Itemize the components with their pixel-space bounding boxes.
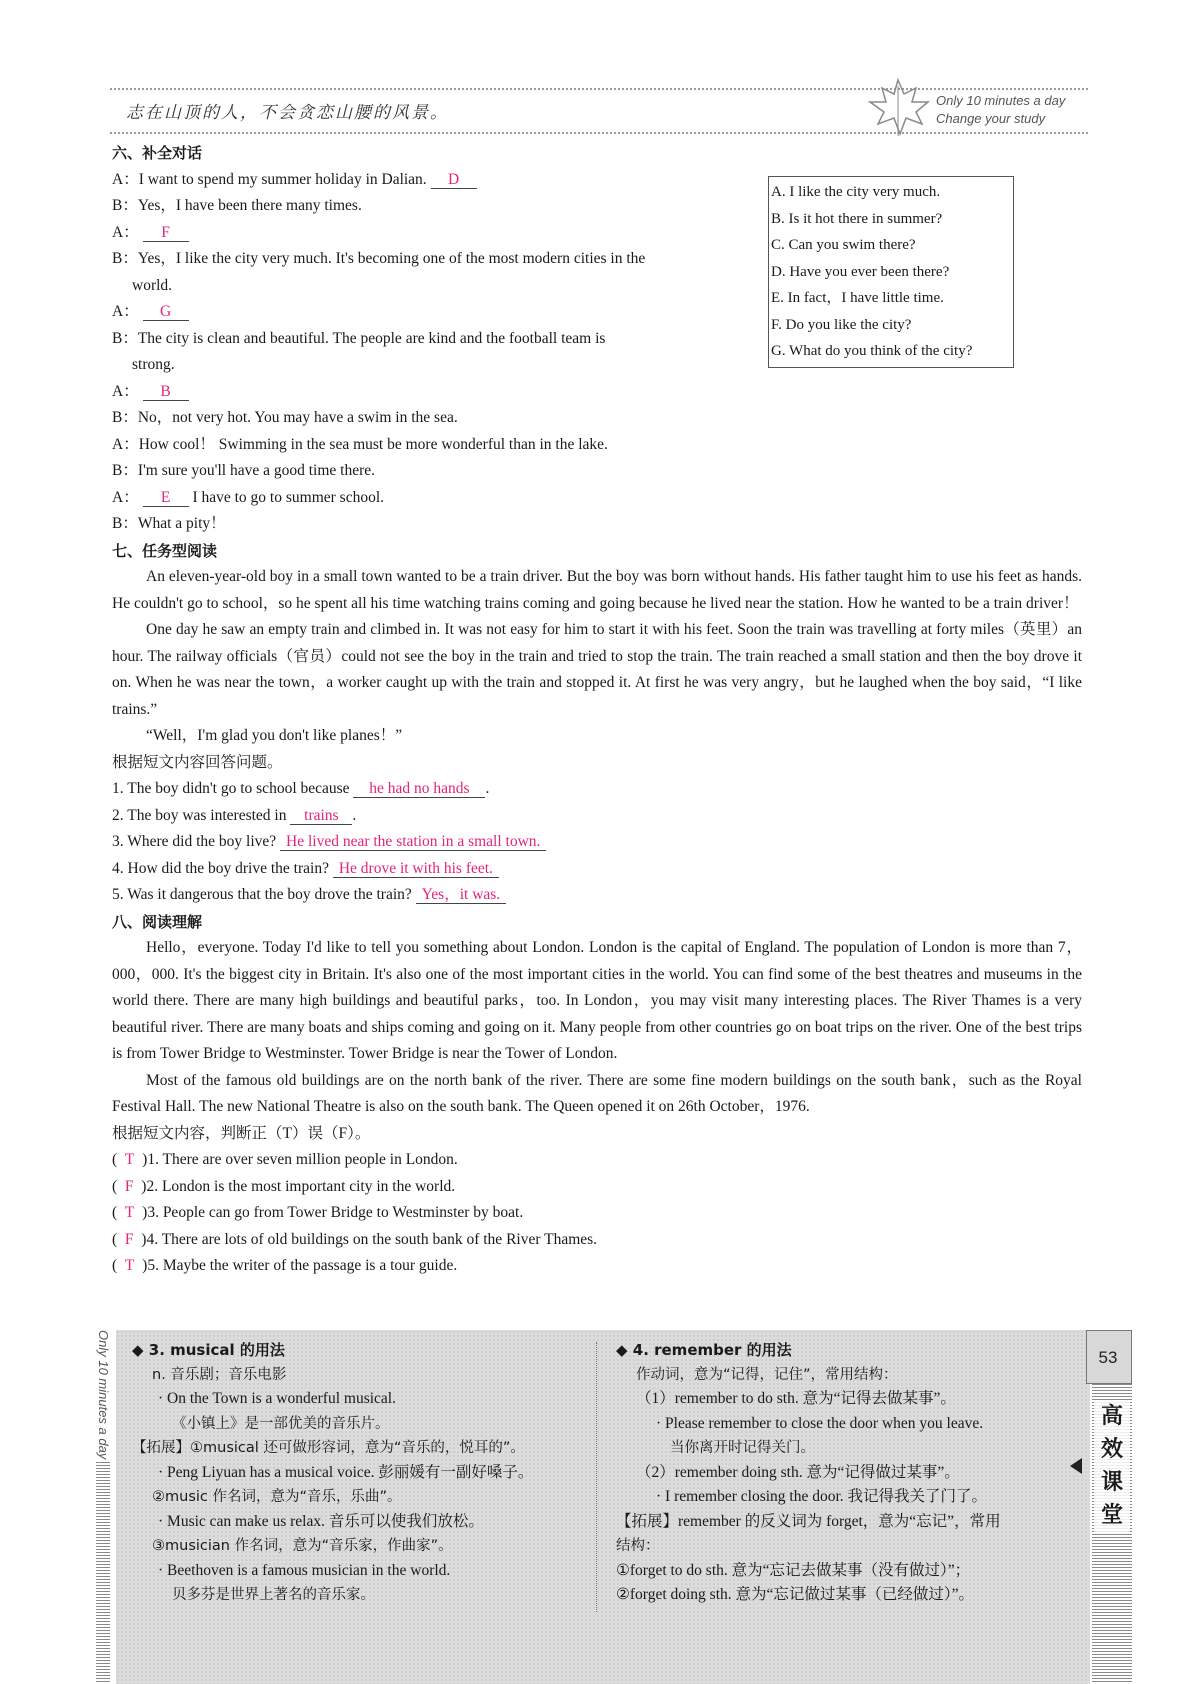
brand-char: 堂 — [1100, 1503, 1123, 1528]
dialog-line: A：How cool！ Swimming in the sea must be more wonderful than in the lake. — [112, 435, 608, 453]
notes-right-column — [616, 1338, 1066, 1608]
question-item — [112, 882, 1082, 909]
true-false-item: ( T )3. People can go from Tower Bridge to Westminster by boat. — [112, 1204, 524, 1221]
passage-paragraph: Hello，everyone. Today I'd like to tell you something about London. London is the capital of England. The population of London is more than 7，000，000. It's the biggest city in Britain. It's also one of the most important cities in the world. You can find some of the best theatres and museums in the world there. There are many high buildings and beautiful parks，too. In London，you may visit many interesting places. The River Thames is a very beautiful river. There are many boats and ships coming and going on it. Many people from other countries go on boat trips on the river. One of the best trips is from Tower Bridge to Westminster. Tower Bridge is near the Tower of London. — [112, 939, 1082, 1062]
answer-blank: B — [143, 383, 189, 401]
tf-text: 3. People can go from Tower Bridge to Westminster by boat. — [147, 1204, 524, 1221]
note-line: （2）remember doing sth. 意为“记得做过某事”。 — [636, 1463, 960, 1481]
note-line: n. 音乐剧；音乐电影 — [152, 1366, 287, 1383]
passage-paragraph: One day he saw an empty train and climbed in. It was not easy for him to start it with his feet. Soon the train was travelling at forty miles（英里）an hour. The railway officials（官员）could not see the boy in the train and tried to stop the train. The train reached a small station and then the boy drove it on. When he was near the town，a worker caught up with the train and stopped it. At first he was very angry，but he laughed when the boy said，“I like trains.” — [112, 621, 1082, 718]
answer-blank: trains — [290, 807, 352, 825]
maple-leaf-icon — [858, 76, 938, 140]
question-item — [112, 803, 1082, 830]
note-line: 【拓展】remember 的反义词为 forget，意为“忘记”，常用 — [616, 1512, 1001, 1530]
dialog-text: A： — [112, 382, 139, 400]
task-instruction: 根据短文内容回答问题。 — [112, 753, 283, 771]
note-line: 结构： — [616, 1538, 660, 1554]
note-line: 《小镇上》是一部优美的音乐片。 — [172, 1415, 390, 1432]
tf-text: 2. London is the most important city in the world. — [146, 1177, 456, 1195]
task-instruction: 根据短文内容，判断正（T）误（F）。 — [112, 1124, 371, 1142]
question-end: . — [352, 806, 357, 824]
answer-blank: G — [143, 303, 189, 321]
tf-answer: T — [124, 1151, 135, 1168]
answer-blank: Yes，it was. — [416, 886, 507, 904]
dialog-line: B：No，not very hot. You may have a swim in the sea. — [112, 409, 458, 426]
dialog-line: B：Yes，I like the city very much. It's becoming one of the most modern cities in the — [112, 250, 646, 267]
note-line: · Music can make us relax. 音乐可以使我们放松。 — [158, 1512, 484, 1530]
answer-blank: He lived near the station in a small town. — [280, 833, 546, 851]
question-text: 2. The boy was interested in — [112, 806, 287, 824]
tf-answer: F — [124, 1230, 134, 1248]
note-line: · On the Town is a wonderful musical. — [158, 1390, 396, 1407]
note-line: ②music 作名词，意为“音乐，乐曲”。 — [152, 1489, 402, 1505]
pointer-arrow-icon — [1070, 1458, 1082, 1474]
passage-paragraph: An eleven-year-old boy in a small town wanted to be a train driver. But the boy was born without hands. His father taught him to use his feet as hands. He couldn't go to school，so he spent all his time watching trains coming and going because he lived near the station. How he wanted to be a train driver！ — [112, 568, 1082, 612]
dialog-line — [112, 379, 702, 406]
option-f: F. Do you like the city? — [771, 316, 912, 333]
true-false-item: ( F )2. London is the most important city in the world. — [112, 1177, 456, 1195]
brand-char: 高 — [1100, 1404, 1123, 1429]
question-text: 1. The boy didn't go to school because — [112, 780, 350, 797]
question-end: . — [485, 780, 490, 797]
tf-text: 5. Maybe the writer of the passage is a tour guide. — [147, 1257, 458, 1274]
answer-blank: E — [143, 489, 189, 507]
note-line: ①forget to do sth. 意为“忘记去做某事（没有做过）”； — [616, 1561, 971, 1579]
dialog-line — [112, 485, 702, 512]
notes-left-column — [132, 1338, 582, 1608]
note-title: ◆ 4. remember 的用法 — [616, 1341, 792, 1359]
tf-text: 1. There are over seven million people in London. — [147, 1151, 458, 1168]
question-text: 4. How did the boy drive the train? — [112, 859, 329, 877]
dialog-line: B：I'm sure you'll have a good time there. — [112, 462, 375, 479]
option-b: B. Is it hot there in summer? — [771, 210, 943, 227]
section-6-title: 六、补全对话 — [112, 144, 203, 162]
header-slogan — [936, 92, 1065, 128]
dialog-line — [112, 220, 702, 247]
page-number: 53 — [1098, 1348, 1118, 1367]
note-line: ③musician 作名词，意为“音乐家，作曲家”。 — [152, 1538, 453, 1554]
slogan-line-1: Only 10 minutes a day — [936, 93, 1066, 108]
tf-answer: T — [124, 1204, 135, 1221]
question-item — [112, 829, 1082, 856]
note-line: · Beethoven is a famous musician in the world. — [158, 1561, 451, 1579]
dialog-text: A： — [112, 223, 139, 241]
option-d: D. Have you ever been there? — [771, 263, 950, 280]
dialog-line-continued: strong. — [132, 356, 175, 373]
slogan-line-2: Change your study — [936, 111, 1046, 126]
true-false-item: ( T )1. There are over seven million people in London. — [112, 1151, 458, 1168]
side-barcode-strip — [96, 1462, 110, 1682]
dialog-text: A： — [112, 303, 139, 320]
note-line: 贝多芬是世界上著名的音乐家。 — [172, 1587, 375, 1603]
option-a: A. I like the city very much. — [771, 184, 941, 200]
passage-paragraph: Most of the famous old buildings are on the north bank of the river. There are some fine modern buildings on the south bank，such as the Royal Festival Hall. The new National Theatre is also on the south bank. The Queen opened it on 26th October，1976. — [112, 1071, 1082, 1115]
option-c: C. Can you swim there? — [771, 237, 916, 253]
brand-char: 效 — [1100, 1437, 1123, 1462]
dialog-text: A： — [112, 488, 139, 506]
question-text: 5. Was it dangerous that the boy drove the train? — [112, 886, 412, 903]
note-line: （1）remember to do sth. 意为“记得去做某事”。 — [636, 1390, 956, 1407]
note-line: · Peng Liyuan has a musical voice. 彭丽媛有一副好嗓子。 — [158, 1463, 534, 1481]
question-item — [112, 776, 1082, 803]
notes-divider — [596, 1342, 597, 1612]
option-e: E. In fact，I have little time. — [771, 290, 944, 306]
dialog-line: B：The city is clean and beautiful. The people are kind and the football team is — [112, 329, 606, 347]
dialog-line: B：What a pity！ — [112, 515, 226, 532]
side-vertical-label — [94, 1330, 114, 1684]
true-false-item: ( F )4. There are lots of old buildings on the south bank of the River Thames. — [112, 1230, 598, 1248]
section-7-title: 七、任务型阅读 — [112, 541, 218, 560]
note-line: · I remember closing the door. 我记得我关了门了。 — [656, 1488, 988, 1505]
tf-answer: F — [124, 1177, 134, 1195]
note-line: 当你离开时记得关门。 — [670, 1440, 815, 1456]
dialog-line-continued: world. — [132, 276, 173, 294]
section-8-title: 八、阅读理解 — [112, 912, 203, 931]
true-false-item: ( T )5. Maybe the writer of the passage is a tour guide. — [112, 1257, 458, 1274]
header-motto: 志在山顶的人，不会贪恋山腰的风景。 — [126, 103, 449, 123]
dialog-text: I have to go to summer school. — [192, 488, 385, 506]
answer-blank: F — [143, 224, 189, 242]
passage-paragraph: “Well，I'm glad you don't like planes！” — [146, 727, 403, 744]
answer-blank: He drove it with his feet. — [333, 860, 499, 878]
brand-label — [1094, 1400, 1130, 1532]
note-line: 【拓展】①musical 还可做形容词，意为“音乐的，悦耳的”。 — [132, 1440, 525, 1456]
dialog-line — [112, 167, 702, 194]
note-title: ◆ 3. musical 的用法 — [132, 1341, 285, 1359]
dialog-line — [112, 299, 702, 326]
note-line: 作动词，意为“记得，记住”，常用结构： — [636, 1366, 898, 1383]
note-line: ②forget doing sth. 意为“忘记做过某事（已经做过）”。 — [616, 1586, 975, 1603]
dialog — [112, 167, 702, 538]
answer-blank: he had no hands — [353, 780, 485, 798]
tf-text: 4. There are lots of old buildings on the south bank of the River Thames. — [146, 1230, 598, 1248]
note-line: · Please remember to close the door when you leave. — [656, 1414, 984, 1432]
question-item — [112, 856, 1082, 883]
question-text: 3. Where did the boy live? — [112, 833, 277, 850]
brand-char: 课 — [1100, 1470, 1123, 1495]
main-content — [112, 140, 1082, 1280]
answer-blank: D — [431, 171, 477, 189]
dialog-text: A：I want to spend my summer holiday in Dalian. — [112, 170, 427, 188]
dialog-line: B：Yes，I have been there many times. — [112, 197, 362, 214]
option-g: G. What do you think of the city? — [771, 343, 973, 359]
tf-answer: T — [124, 1257, 135, 1274]
side-vertical-text: Only 10 minutes a day — [96, 1330, 111, 1460]
